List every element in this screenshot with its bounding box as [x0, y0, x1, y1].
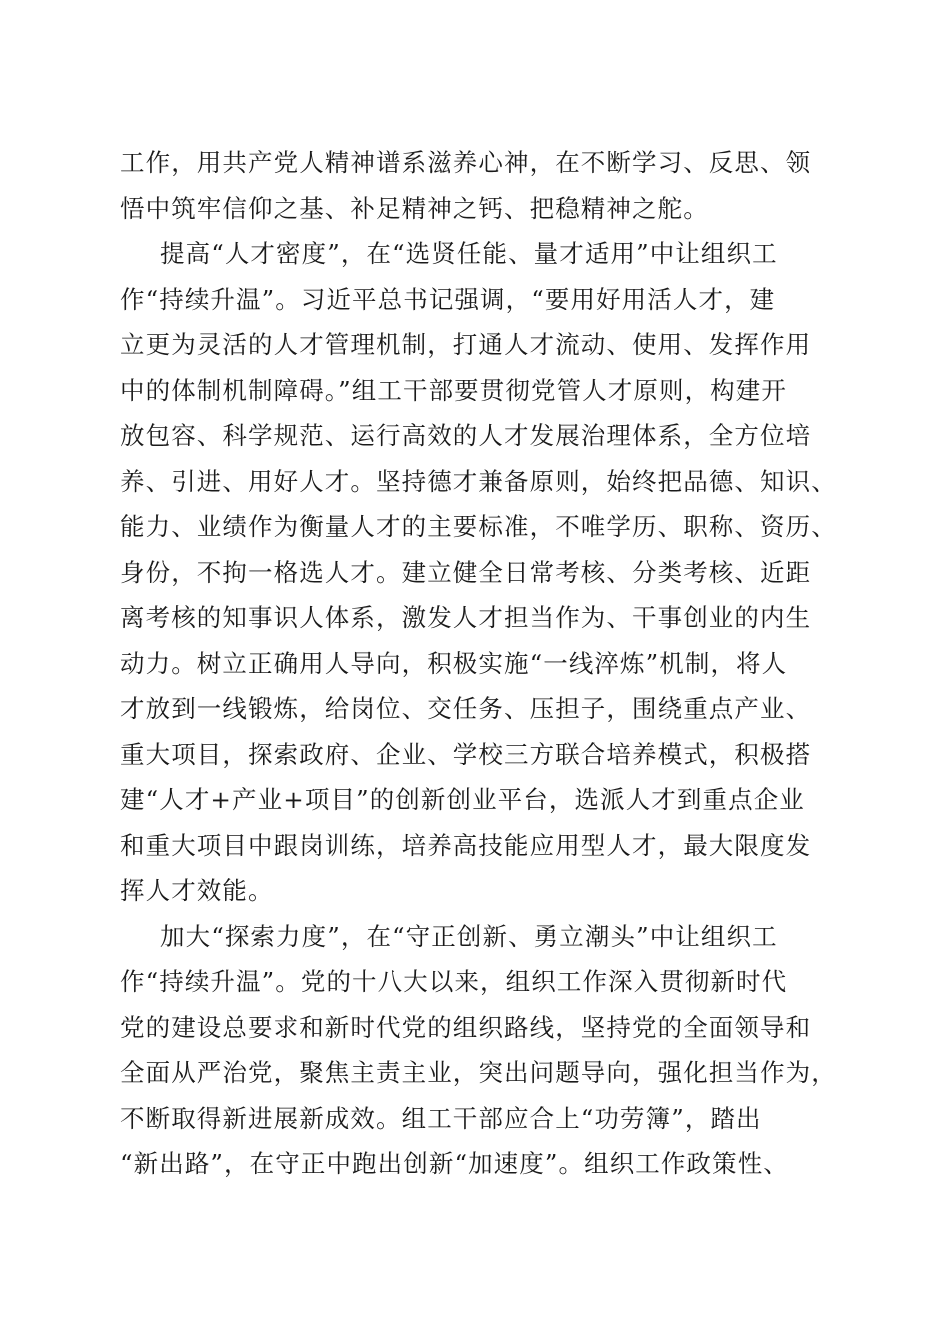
paragraph-3-line-1: 加大“探索力度”，在“守正创新、勇立潮头”中让组织工 [160, 921, 778, 951]
paragraph-2-line-15: 挥人才效能。 [120, 876, 274, 905]
paragraph-2-line-12: 重大项目，探索政府、企业、学校三方联合培养模式，积极搭 [120, 739, 812, 769]
paragraph-2-line-7: 能力、业绩作为衡量人才的主要标准，不唯学历、职称、资历、 [120, 512, 837, 541]
paragraph-3-line-5: 不断取得新进展新成效。组工干部应合上“功劳簿”，踏出 [120, 1103, 762, 1133]
paragraph-2-line-13: 建“人才+产业+项目”的创新创业平台，选派人才到重点企业 [120, 785, 805, 814]
paragraph-2-line-5: 放包容、科学规范、运行高效的人才发展治理体系，全方位培 [120, 421, 812, 450]
paragraph-2-line-6: 养、引进、用好人才。坚持德才兼备原则，始终把品德、知识、 [120, 466, 837, 496]
document-body [120, 140, 850, 1187]
paragraph-1-line-2: 悟中筑牢信仰之基、补足精神之钙、把稳精神之舵。 [120, 193, 709, 223]
paragraph-1-line-1: 工作，用共产党人精神谱系滋养心神，在不断学习、反思、领 [120, 148, 812, 177]
paragraph-2-line-11: 才放到一线锻炼，给岗位、交任务、压担子，围绕重点产业、 [120, 694, 812, 723]
paragraph-2-line-14: 和重大项目中跟岗训练，培养高技能应用型人才，最大限度发 [120, 830, 812, 860]
paragraph-2-line-2: 作“持续升温”。习近平总书记强调，“要用好用活人才，建 [120, 284, 776, 314]
paragraph-3-line-2: 作“持续升温”。党的十八大以来，组织工作深入贯彻新时代 [120, 967, 788, 996]
paragraph-2-line-10: 动力。树立正确用人导向，积极实施“一线淬炼”机制，将人 [120, 648, 788, 678]
paragraph-2-line-9: 离考核的知事识人体系，激发人才担当作为、干事创业的内生 [120, 603, 812, 632]
paragraph-2-line-4: 中的体制机制障碍。”组工干部要贯彻党管人才原则，构建开 [120, 375, 787, 405]
paragraph-2-line-3: 立更为灵活的人才管理机制，打通人才流动、使用、发挥作用 [120, 330, 812, 359]
paragraph-3-line-3: 党的建设总要求和新时代党的组织路线，坚持党的全面领导和 [120, 1012, 812, 1042]
paragraph-3-line-4: 全面从严治党，聚焦主责主业，突出问题导向，强化担当作为， [120, 1058, 837, 1087]
paragraph-2-line-1: 提高“人才密度”，在“选贤任能、量才适用”中让组织工 [160, 239, 778, 268]
paragraph-3-line-6: “新出路”，在守正中跑出创新“加速度”。组织工作政策性、 [120, 1149, 789, 1178]
paragraph-2-line-8: 身份，不拘一格选人才。建立健全日常考核、分类考核、近距 [120, 557, 812, 587]
